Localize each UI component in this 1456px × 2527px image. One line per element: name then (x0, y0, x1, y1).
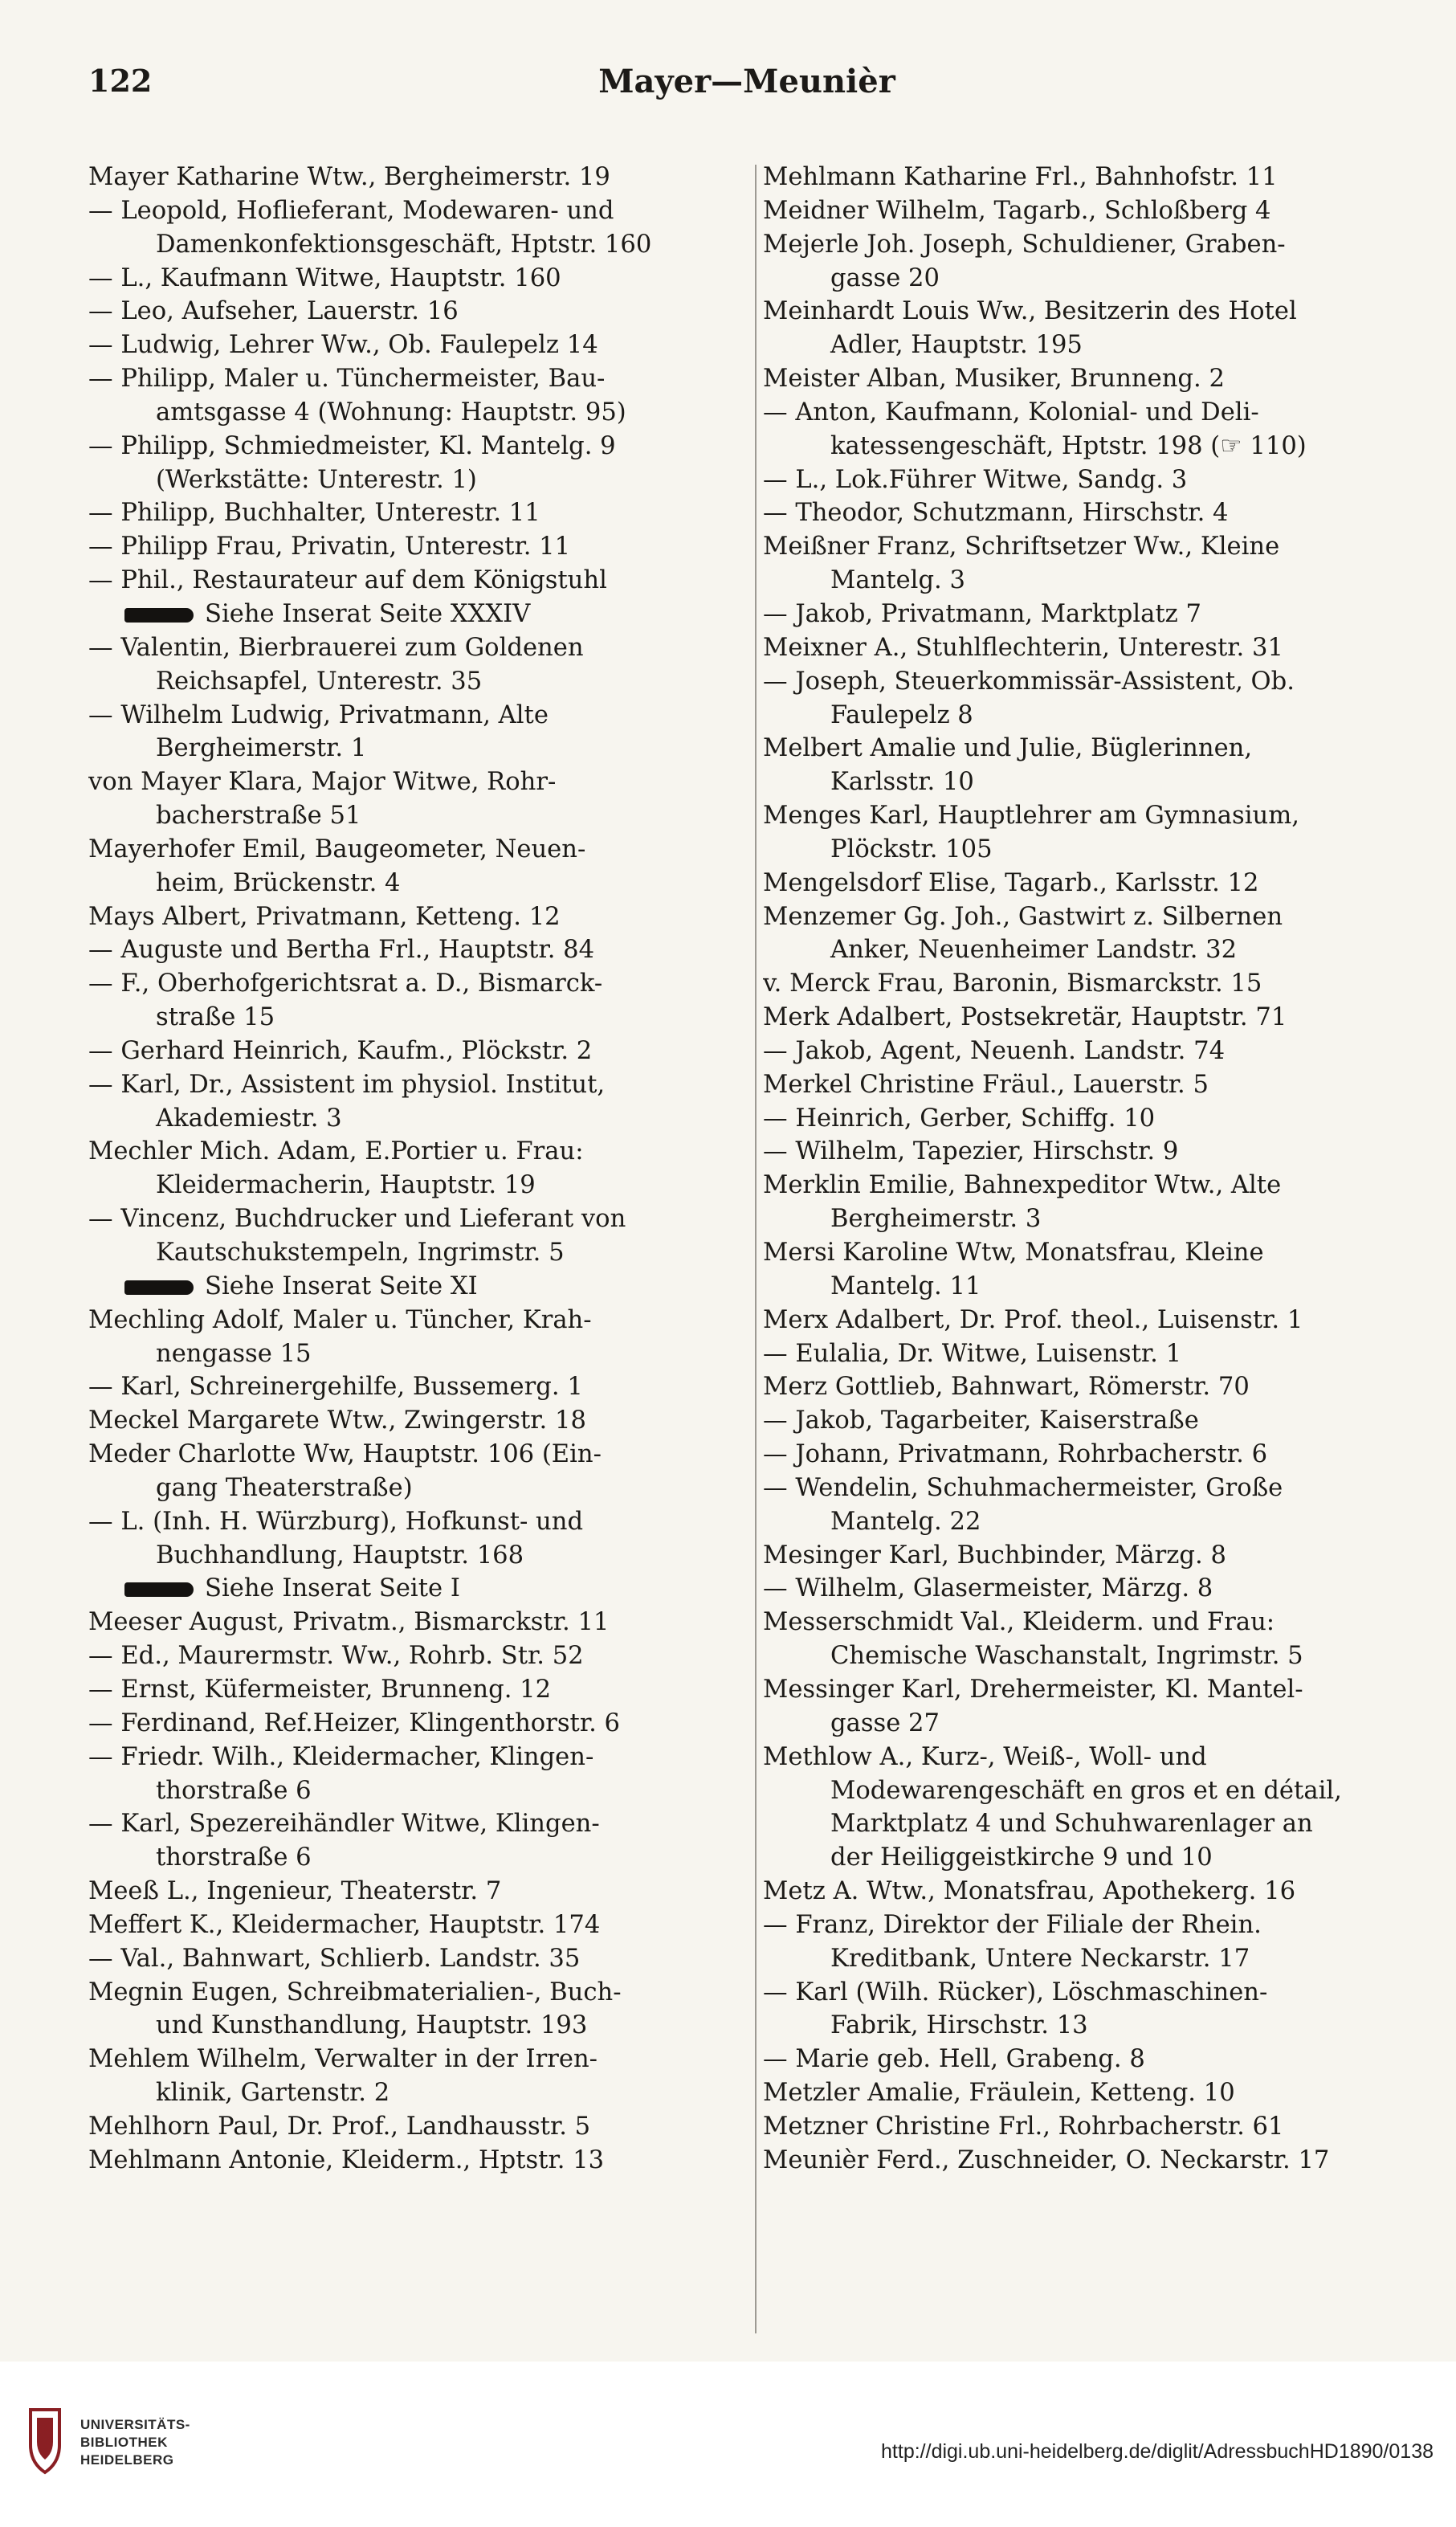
line-text: Fabrik, Hirschstr. 13 (830, 2011, 1088, 2040)
line-text: Marktplatz 4 und Schuhwarenlager an (830, 1810, 1313, 1839)
directory-line (88, 1169, 748, 1202)
line-text: — Wilhelm Ludwig, Privatmann, Alte (88, 700, 549, 729)
line-text: Siehe Inserat Seite I (205, 1574, 460, 1603)
line-text: — Karl, Schreinergehilfe, Bussemerg. 1 (88, 1373, 583, 1402)
directory-line (763, 1404, 1417, 1438)
directory-line (763, 1438, 1417, 1472)
line-text: Karlsstr. 10 (830, 768, 974, 797)
directory-line (763, 1707, 1417, 1741)
line-text: Reichsapfel, Unterestr. 35 (156, 667, 483, 696)
university-seal-icon (24, 2407, 66, 2476)
line-text: Bergheimerstr. 3 (830, 1205, 1042, 1234)
directory-line (88, 1942, 748, 1976)
directory-line (763, 1236, 1417, 1270)
directory-line (88, 665, 748, 699)
directory-line (763, 1774, 1417, 1808)
line-text: gasse 20 (830, 263, 940, 292)
directory-line (88, 1707, 748, 1741)
directory-line (763, 2009, 1417, 2043)
advert-reference (88, 1572, 748, 1606)
line-text: — L., Kaufmann Witwe, Hauptstr. 160 (88, 263, 561, 292)
directory-line (763, 295, 1417, 329)
line-text: — Franz, Direktor der Filiale der Rhein. (763, 1910, 1262, 1939)
directory-line (88, 262, 748, 296)
directory-line (763, 463, 1417, 497)
directory-line (88, 530, 748, 564)
line-text: — L. (Inh. H. Würzburg), Hofkunst- und (88, 1507, 584, 1536)
line-text: Menzemer Gg. Joh., Gastwirt z. Silbernen (763, 902, 1283, 931)
directory-line (88, 1875, 748, 1909)
directory-line (88, 2009, 748, 2043)
directory-line (763, 867, 1417, 900)
directory-line (763, 396, 1417, 430)
line-text: Adler, Hauptstr. 195 (830, 331, 1083, 360)
line-text: Merx Adalbert, Dr. Prof. theol., Luisenstr. 1 (763, 1305, 1303, 1334)
line-text: v. Merck Frau, Baronin, Bismarckstr. 15 (763, 970, 1262, 998)
directory-line (88, 765, 748, 799)
directory-line (763, 1606, 1417, 1639)
line-text: Plöckstr. 105 (830, 835, 993, 863)
directory-line (763, 967, 1417, 1001)
running-head: Mayer—Meunièr (598, 63, 895, 100)
line-text: — Auguste und Bertha Frl., Hauptstr. 84 (88, 936, 595, 965)
directory-line (763, 564, 1417, 598)
directory-line (88, 564, 748, 598)
directory-line (88, 396, 748, 430)
footer (0, 2362, 1456, 2527)
line-text: der Heiliggeistkirche 9 und 10 (830, 1843, 1213, 1872)
line-text: Merklin Emilie, Bahnexpeditor Wtw., Alte (763, 1171, 1282, 1200)
directory-line (763, 262, 1417, 296)
directory-line (763, 228, 1417, 262)
directory-line (88, 699, 748, 733)
directory-line (763, 530, 1417, 564)
directory-line (88, 1909, 748, 1942)
directory-line (88, 1068, 748, 1102)
line-text: amtsgasse 4 (Wohnung: Hauptstr. 95) (156, 398, 626, 427)
directory-line (88, 1236, 748, 1270)
line-text: Mehlmann Antonie, Kleiderm., Hptstr. 13 (88, 2145, 605, 2174)
page-header (88, 63, 1405, 114)
line-text: Mersi Karoline Wtw, Monatsfrau, Kleine (763, 1239, 1264, 1267)
line-text: thorstraße 6 (156, 1776, 312, 1805)
advert-reference (88, 598, 748, 631)
directory-line (88, 295, 748, 329)
directory-line (88, 967, 748, 1001)
line-text: Meißner Franz, Schriftsetzer Ww., Kleine (763, 533, 1280, 561)
line-text: — Ernst, Küfermeister, Brunneng. 12 (88, 1675, 552, 1704)
directory-line (763, 1270, 1417, 1304)
directory-line (763, 833, 1417, 867)
directory-line (88, 228, 748, 262)
line-text: Metz A. Wtw., Monatsfrau, Apothekerg. 16 (763, 1877, 1296, 1906)
directory-line (88, 1337, 748, 1371)
line-text: Messinger Karl, Drehermeister, Kl. Mantel- (763, 1675, 1303, 1704)
line-text: Mantelg. 11 (830, 1272, 981, 1300)
directory-line (88, 1639, 748, 1673)
line-text: — Ludwig, Lehrer Ww., Ob. Faulepelz 14 (88, 331, 598, 360)
line-text: — Philipp, Buchhalter, Unterestr. 11 (88, 499, 540, 528)
line-text: — Johann, Privatmann, Rohrbacherstr. 6 (763, 1440, 1268, 1469)
directory-line (763, 1505, 1417, 1539)
line-text: Mays Albert, Privatmann, Ketteng. 12 (88, 902, 561, 931)
directory-line (763, 496, 1417, 530)
line-text: Modewarengeschäft en gros et en détail, (830, 1776, 1342, 1805)
line-text: Meinhardt Louis Ww., Besitzerin des Hotel (763, 297, 1297, 326)
directory-line (88, 1774, 748, 1808)
directory-line (88, 2110, 748, 2144)
line-text: Meeß L., Ingenieur, Theaterstr. 7 (88, 1877, 502, 1906)
directory-line (88, 1135, 748, 1169)
line-text: Meixner A., Stuhlflechterin, Unterestr. 31 (763, 633, 1283, 662)
line-text: — Karl (Wilh. Rücker), Löschmaschinen- (763, 1978, 1268, 2006)
line-text: Meidner Wilhelm, Tagarb., Schloßberg 4 (763, 196, 1271, 225)
line-text: nengasse 15 (156, 1339, 312, 1368)
line-text: — Anton, Kaufmann, Kolonial- und Deli- (763, 398, 1259, 427)
right-column (763, 161, 1417, 2345)
line-text: Faulepelz 8 (830, 700, 973, 729)
line-text: — F., Oberhofgerichtsrat a. D., Bismarck- (88, 970, 603, 998)
directory-line (763, 1068, 1417, 1102)
directory-line (763, 1572, 1417, 1606)
pointing-hand-icon (124, 1280, 194, 1295)
line-text: — Leopold, Hoflieferant, Modewaren- und (88, 196, 614, 225)
line-text: Akademiestr. 3 (156, 1104, 342, 1133)
line-text: Merz Gottlieb, Bahnwart, Römerstr. 70 (763, 1373, 1250, 1402)
line-text: — Jakob, Agent, Neuenh. Landstr. 74 (763, 1036, 1226, 1065)
line-text: gang Theaterstraße) (156, 1473, 413, 1502)
line-text: — Valentin, Bierbrauerei zum Goldenen (88, 633, 584, 662)
line-text: Methlow A., Kurz-, Weiß-, Woll- und (763, 1742, 1207, 1771)
left-column (88, 161, 748, 2345)
directory-line (88, 496, 748, 530)
line-text: Mechler Mich. Adam, E.Portier u. Frau: (88, 1137, 584, 1166)
directory-line (88, 1404, 748, 1438)
directory-line (763, 1875, 1417, 1909)
directory-line (88, 631, 748, 665)
advert-reference (88, 1270, 748, 1304)
directory-line (88, 867, 748, 900)
directory-line (763, 933, 1417, 967)
directory-line (763, 1942, 1417, 1976)
pointing-hand-icon (124, 1582, 194, 1597)
directory-line (763, 362, 1417, 396)
directory-line (763, 1472, 1417, 1505)
line-text: Bergheimerstr. 1 (156, 734, 367, 763)
line-text: — Gerhard Heinrich, Kaufm., Plöckstr. 2 (88, 1036, 593, 1065)
line-text: — Joseph, Steuerkommissär-Assistent, Ob. (763, 667, 1295, 696)
directory-line (763, 1841, 1417, 1875)
directory-line (763, 1337, 1417, 1371)
directory-line (763, 1001, 1417, 1035)
directory-line (763, 1304, 1417, 1337)
directory-line (763, 631, 1417, 665)
line-text: Messerschmidt Val., Kleiderm. und Frau: (763, 1608, 1275, 1637)
line-text: — Jakob, Privatmann, Marktplatz 7 (763, 599, 1201, 628)
directory-line (763, 1976, 1417, 2010)
line-text: Mehlhorn Paul, Dr. Prof., Landhausstr. 5 (88, 2112, 591, 2141)
line-text: — Wendelin, Schuhmachermeister, Große (763, 1473, 1283, 1502)
line-text: — Karl, Dr., Assistent im physiol. Institut, (88, 1070, 606, 1099)
line-text: Meeser August, Privatm., Bismarckstr. 11 (88, 1608, 610, 1637)
line-text: — Ferdinand, Ref.Heizer, Klingenthorstr. 6 (88, 1708, 620, 1737)
line-text: gasse 27 (830, 1708, 940, 1737)
directory-line (763, 665, 1417, 699)
directory-line (88, 1202, 748, 1236)
line-text: — Ed., Maurermstr. Ww., Rohrb. Str. 52 (88, 1642, 584, 1671)
directory-line (88, 1976, 748, 2010)
directory-line (88, 2144, 748, 2178)
line-text: — L., Lok.Führer Witwe, Sandg. 3 (763, 465, 1188, 494)
line-text: Metzler Amalie, Fräulein, Ketteng. 10 (763, 2079, 1235, 2108)
library-name (80, 2416, 190, 2469)
directory-line (763, 732, 1417, 765)
directory-line (763, 1807, 1417, 1841)
directory-line (88, 732, 748, 765)
line-text: Mehlmann Katharine Frl., Bahnhofstr. 11 (763, 163, 1278, 191)
directory-line (763, 1202, 1417, 1236)
line-text: Buchhandlung, Hauptstr. 168 (156, 1541, 524, 1570)
directory-line (763, 1169, 1417, 1202)
directory-line (763, 1035, 1417, 1068)
directory-line (88, 1807, 748, 1841)
line-text: straße 15 (156, 1003, 275, 1032)
line-text: Metzner Christine Frl., Rohrbacherstr. 61 (763, 2112, 1284, 2141)
directory-line (763, 699, 1417, 733)
directory-line (88, 1606, 748, 1639)
pointing-hand-icon (124, 608, 194, 623)
directory-line (763, 765, 1417, 799)
line-text: heim, Brückenstr. 4 (156, 868, 401, 897)
directory-line (88, 463, 748, 497)
directory-line (763, 1639, 1417, 1673)
line-text: — Jakob, Tagarbeiter, Kaiserstraße (763, 1406, 1199, 1435)
directory-line (763, 1102, 1417, 1136)
line-text: — Wilhelm, Tapezier, Hirschstr. 9 (763, 1137, 1179, 1166)
directory-line (88, 2043, 748, 2076)
directory-line (763, 1370, 1417, 1404)
line-text: Meder Charlotte Ww, Hauptstr. 106 (Ein- (88, 1440, 602, 1469)
library-logo[interactable] (24, 2402, 225, 2490)
directory-line (763, 2110, 1417, 2144)
directory-line (88, 1741, 748, 1774)
directory-line (763, 194, 1417, 228)
line-text: Mesinger Karl, Buchbinder, Märzg. 8 (763, 1541, 1226, 1570)
page-number: 122 (88, 63, 153, 99)
line-text: Melbert Amalie und Julie, Büglerinnen, (763, 734, 1253, 763)
line-text: Mayer Katharine Wtw., Bergheimerstr. 19 (88, 163, 610, 191)
line-text: Mayerhofer Emil, Baugeometer, Neuen- (88, 835, 586, 863)
line-text: Siehe Inserat Seite XXXIV (205, 599, 531, 628)
line-text: — Vincenz, Buchdrucker und Lieferant von (88, 1205, 626, 1234)
directory-line (88, 1472, 748, 1505)
line-text: Megnin Eugen, Schreibmaterialien-, Buch- (88, 1978, 622, 2006)
line-text: — Phil., Restaurateur auf dem Königstuhl (88, 566, 607, 595)
directory-line (763, 430, 1417, 463)
line-text: — Heinrich, Gerber, Schiffg. 10 (763, 1104, 1156, 1133)
directory-line (763, 1539, 1417, 1573)
line-text: bacherstraße 51 (156, 802, 361, 831)
directory-line (763, 1741, 1417, 1774)
directory-line (88, 1841, 748, 1875)
line-text: — Val., Bahnwart, Schlierb. Landstr. 35 (88, 1944, 581, 1973)
line-text: und Kunsthandlung, Hauptstr. 193 (156, 2011, 588, 2040)
line-text: Mechling Adolf, Maler u. Tüncher, Krah- (88, 1305, 592, 1334)
source-url[interactable]: http://digi.ub.uni-heidelberg.de/diglit/AdressbuchHD1890/0138 (881, 2440, 1434, 2463)
directory-line (763, 329, 1417, 362)
line-text: Mantelg. 3 (830, 566, 965, 595)
directory-line (88, 833, 748, 867)
line-text: — Wilhelm, Glasermeister, Märzg. 8 (763, 1574, 1213, 1603)
directory-line (88, 900, 748, 934)
directory-line (88, 933, 748, 967)
directory-line (763, 2144, 1417, 2178)
directory-line (88, 430, 748, 463)
directory-line (763, 1909, 1417, 1942)
line-text: — Eulalia, Dr. Witwe, Luisenstr. 1 (763, 1339, 1182, 1368)
line-text: thorstraße 6 (156, 1843, 312, 1872)
line-text: Mengelsdorf Elise, Tagarb., Karlsstr. 12 (763, 868, 1259, 897)
line-text: Anker, Neuenheimer Landstr. 32 (830, 936, 1238, 965)
line-text: Kautschukstempeln, Ingrimstr. 5 (156, 1239, 565, 1267)
directory-line (88, 1370, 748, 1404)
line-text: von Mayer Klara, Major Witwe, Rohr- (88, 768, 557, 797)
line-text: Merk Adalbert, Postsekretär, Hauptstr. 71 (763, 1003, 1287, 1032)
line-text: — Philipp Frau, Privatin, Unterestr. 11 (88, 533, 571, 561)
line-text: Kreditbank, Untere Neckarstr. 17 (830, 1944, 1250, 1973)
line-text: — Karl, Spezereihändler Witwe, Klingen- (88, 1810, 600, 1839)
line-text: (Werkstätte: Unterestr. 1) (156, 465, 477, 494)
directory-line (88, 799, 748, 833)
directory-line (88, 1505, 748, 1539)
line-text: Meunièr Ferd., Zuschneider, O. Neckarstr. 17 (763, 2145, 1330, 2174)
line-text: Siehe Inserat Seite XI (205, 1272, 478, 1300)
directory-line (88, 1438, 748, 1472)
directory-line (88, 1539, 748, 1573)
directory-line (88, 329, 748, 362)
directory-line (763, 799, 1417, 833)
directory-line (88, 194, 748, 228)
directory-line (88, 1102, 748, 1136)
directory-line (763, 1135, 1417, 1169)
logo-line: BIBLIOTHEK (80, 2435, 168, 2450)
line-text: — Friedr. Wilh., Kleidermacher, Klingen- (88, 1742, 594, 1771)
line-text: Mehlem Wilhelm, Verwalter in der Irren- (88, 2045, 597, 2074)
directory-line (763, 161, 1417, 194)
directory-line (88, 161, 748, 194)
column-divider (755, 165, 757, 2333)
directory-line (763, 2043, 1417, 2076)
logo-line: UNIVERSITÄTS- (80, 2417, 190, 2432)
line-text: Mantelg. 22 (830, 1507, 981, 1536)
directory-line (88, 1304, 748, 1337)
logo-line: HEIDELBERG (80, 2452, 174, 2468)
line-text: — Theodor, Schutzmann, Hirschstr. 4 (763, 499, 1229, 528)
directory-line (763, 2076, 1417, 2110)
directory-line (88, 1001, 748, 1035)
line-text: — Philipp, Schmiedmeister, Kl. Mantelg. 9 (88, 431, 616, 460)
line-text: — Philipp, Maler u. Tünchermeister, Bau- (88, 365, 606, 394)
line-text: Damenkonfektionsgeschäft, Hptstr. 160 (156, 230, 652, 259)
line-text: Merkel Christine Fräul., Lauerstr. 5 (763, 1070, 1209, 1099)
directory-line (88, 1035, 748, 1068)
line-text: Menges Karl, Hauptlehrer am Gymnasium, (763, 802, 1299, 831)
line-text: Meckel Margarete Wtw., Zwingerstr. 18 (88, 1406, 586, 1435)
directory-line (763, 900, 1417, 934)
directory-line (763, 598, 1417, 631)
line-text: Kleidermacherin, Hauptstr. 19 (156, 1171, 536, 1200)
line-text: klinik, Gartenstr. 2 (156, 2079, 390, 2108)
directory-line (763, 1673, 1417, 1707)
line-text: Mejerle Joh. Joseph, Schuldiener, Graben- (763, 230, 1286, 259)
line-text: — Marie geb. Hell, Grabeng. 8 (763, 2045, 1145, 2074)
line-text: — Leo, Aufseher, Lauerstr. 16 (88, 297, 459, 326)
directory-line (88, 1673, 748, 1707)
line-text: Chemische Waschanstalt, Ingrimstr. 5 (830, 1642, 1303, 1671)
directory-line (88, 362, 748, 396)
line-text: katessengeschäft, Hptstr. 198 (☞ 110) (830, 431, 1307, 460)
line-text: Meffert K., Kleidermacher, Hauptstr. 174 (88, 1910, 601, 1939)
directory-line (88, 2076, 748, 2110)
line-text: Meister Alban, Musiker, Brunneng. 2 (763, 365, 1225, 394)
